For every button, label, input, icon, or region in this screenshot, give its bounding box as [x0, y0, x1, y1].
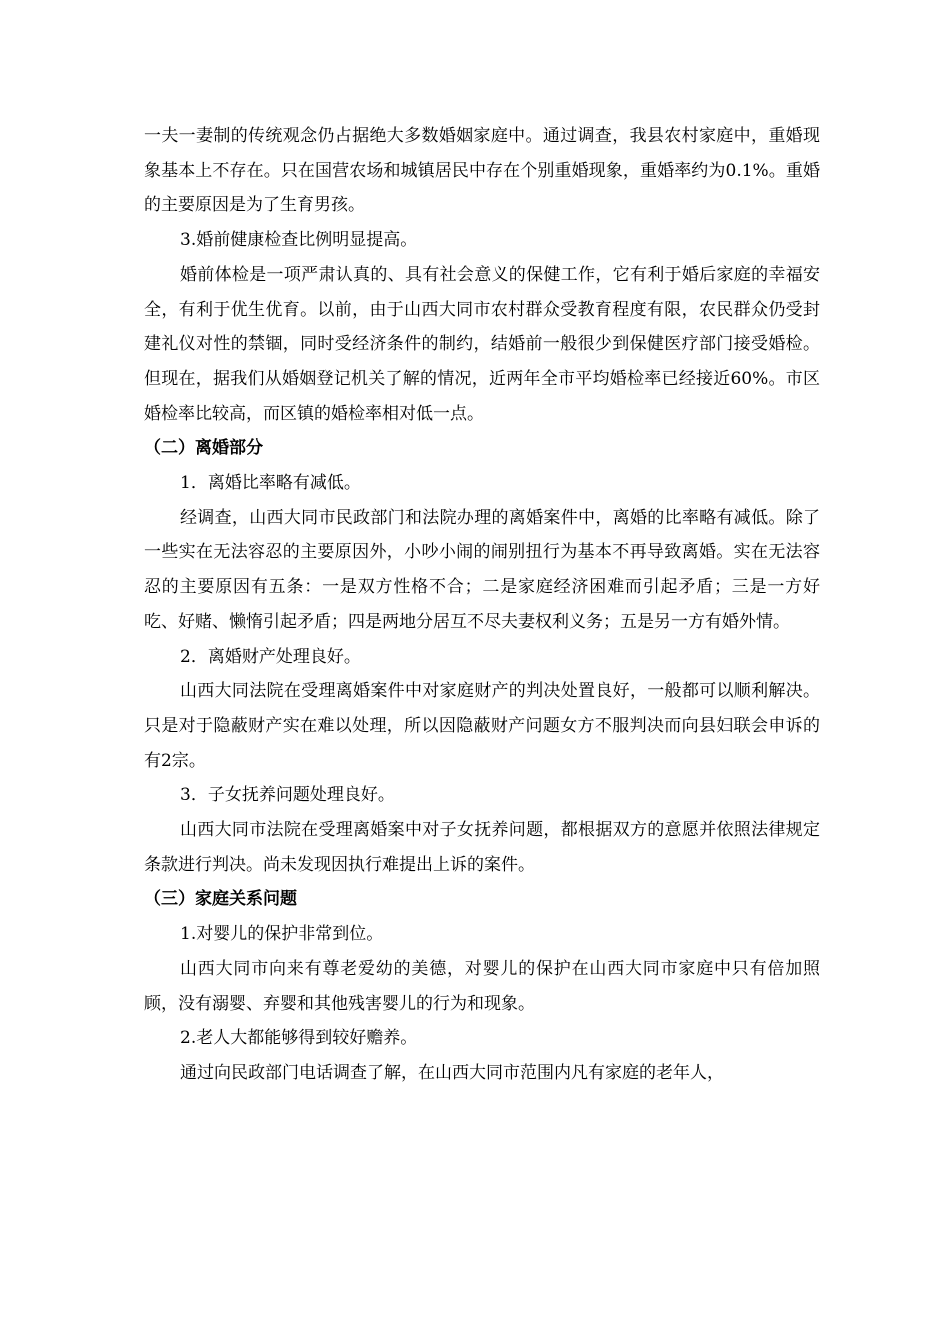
- document-page: [144, 119, 820, 1091]
- item-divorce-property: 2．离婚财产处理良好。: [180, 646, 361, 667]
- item-divorce-rate: 1．离婚比率略有减低。: [180, 473, 361, 494]
- item-elder-support: 2.老人大都能够得到较好赡养。: [180, 1028, 418, 1049]
- paragraph-premarital-check: 婚前体检是一项严肃认真的、具有社会意义的保健工作，它有利于婚后家庭的幸福安全，有利于优生优育。以前，由于山西大同市农村群众受教育程度有限，农民群众仍受封建礼仪对性的禁锢，同时受经济条件的制约，结婚前一般很少到保健医疗部门接受婚检。但现在，据我们从婚姻登记机关了解的情况，近两年全市平均婚检率已经接近60%。市区婚检率比较高，而区镇的婚检率相对低一点。: [144, 264, 820, 424]
- item-infant-protection: 1.对婴儿的保护非常到位。: [180, 924, 384, 945]
- paragraph-divorce-property: 山西大同法院在受理离婚案件中对家庭财产的判决处置良好，一般都可以顺利解决。只是对于隐蔽财产实在难以处理，所以因隐蔽财产问题女方不服判决而向县妇联会申诉的有2宗。: [144, 681, 820, 771]
- section-heading-family: （三）家庭关系问题: [144, 889, 297, 910]
- item-premarital-check: 3.婚前健康检查比例明显提高。: [180, 230, 418, 251]
- paragraph-infant-protection: 山西大同市向来有尊老爱幼的美德，对婴儿的保护在山西大同市家庭中只有倍加照顾，没有溺婴、弃婴和其他残害婴儿的行为和现象。: [144, 958, 820, 1014]
- paragraph-elder-support: 通过向民政部门电话调查了解，在山西大同市范围内凡有家庭的老年人，: [180, 1062, 724, 1083]
- paragraph-child-custody: 山西大同市法院在受理离婚案中对子女抚养问题，都根据双方的意愿并依照法律规定条款进行判决。尚未发现因执行难提出上诉的案件。: [144, 820, 820, 875]
- item-child-custody: 3．子女抚养问题处理良好。: [180, 785, 395, 806]
- paragraph-bigamy-summary: 一夫一妻制的传统观念仍占据绝大多数婚姻家庭中。通过调查，我县农村家庭中，重婚现象基本上不存在。只在国营农场和城镇居民中存在个别重婚现象，重婚率约为0.1%。重婚的主要原因是为了生育男孩。: [144, 126, 820, 216]
- paragraph-divorce-rate: 经调查，山西大同市民政部门和法院办理的离婚案件中，离婚的比率略有减低。除了一些实在无法容忍的主要原因外，小吵小闹的闹别扭行为基本不再导致离婚。实在无法容忍的主要原因有五条：一是双方性格不合；二是家庭经济困难而引起矛盾；三是一方好吃、好赌、懒惰引起矛盾；四是两地分居互不尽夫妻权利义务；五是另一方有婚外情。: [144, 507, 820, 632]
- section-heading-divorce: （二）离婚部分: [144, 438, 263, 459]
